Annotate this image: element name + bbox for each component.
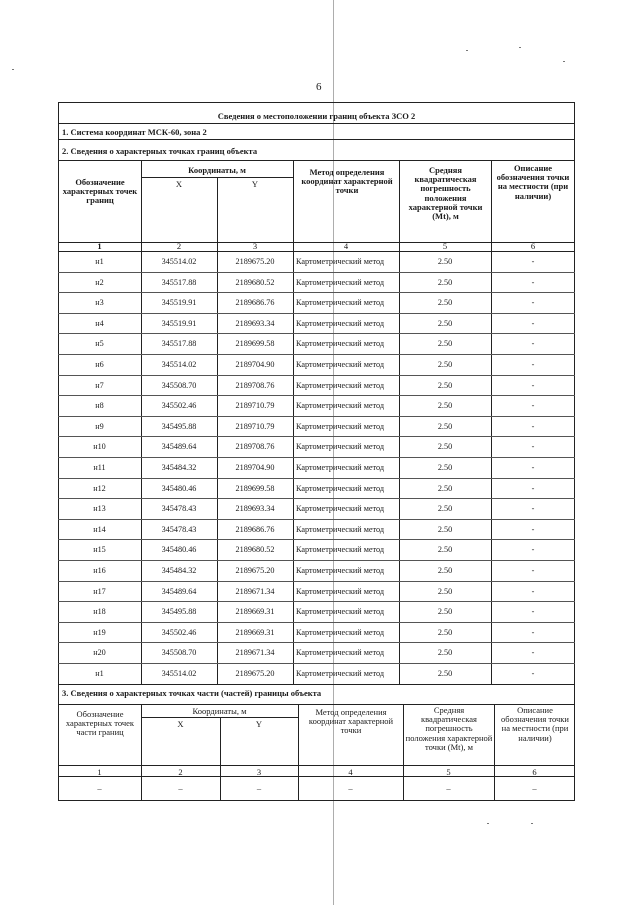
scan-speck [563, 61, 565, 62]
row-divider [58, 498, 575, 499]
cell-x: 345484.32 [161, 463, 197, 472]
cell-point-name: н9 [95, 421, 104, 431]
row-divider [58, 375, 575, 376]
cell-x: 345508.70 [161, 648, 197, 658]
cell-method: Картометрический метод [296, 648, 385, 658]
cell-accuracy: 2.50 [437, 524, 453, 534]
cell-y: 2189680.52 [235, 545, 275, 555]
rule [58, 684, 575, 685]
row-divider [58, 313, 575, 314]
cell-point-name: н8 [95, 401, 104, 411]
scan-speck [487, 823, 489, 824]
col-divider [293, 160, 294, 684]
document-title: Сведения о местоположении границ объекта ЗСО 2 [217, 111, 416, 121]
cell-description: - [531, 318, 535, 328]
cell-description: - [531, 566, 535, 575]
cell-accuracy: 2.50 [437, 607, 453, 617]
row-divider [58, 519, 575, 520]
cell-y: 2189710.79 [235, 401, 275, 411]
s3-empty-cell: – [256, 783, 262, 793]
cell-method: Картометрический метод [296, 380, 385, 390]
row-divider [58, 663, 575, 664]
row-divider [58, 560, 575, 561]
cell-accuracy: 2.50 [437, 318, 453, 328]
cell-accuracy: 2.50 [437, 257, 453, 266]
cell-point-name: н19 [93, 627, 106, 637]
cell-point-name: н11 [93, 463, 106, 472]
column-number: 6 [530, 241, 536, 251]
cell-point-name: н12 [93, 483, 106, 493]
cell-method: Картометрический метод [296, 524, 385, 534]
s3-column-number: 2 [178, 767, 183, 777]
cell-accuracy: 2.50 [437, 277, 453, 287]
row-divider [58, 478, 575, 479]
cell-method: Картометрический метод [296, 504, 385, 514]
cell-x: 345478.43 [161, 524, 197, 534]
cell-description: - [531, 421, 535, 431]
scan-speck [466, 50, 468, 51]
cell-accuracy: 2.50 [437, 545, 453, 555]
cell-x: 345484.32 [161, 566, 197, 575]
cell-x: 345519.91 [161, 318, 197, 328]
s3-header-coordinates: Координаты, м [192, 706, 247, 716]
column-number: 5 [442, 241, 448, 251]
cell-x: 345495.88 [161, 421, 197, 431]
s3-empty-cell: – [446, 783, 451, 793]
row-divider [58, 581, 575, 582]
cell-accuracy: 2.50 [437, 586, 453, 596]
cell-point-name: н3 [95, 298, 104, 308]
s3-header-accuracy: Средняя квадратическая погрешность положения характерной точки (Mt), м [405, 705, 493, 752]
cell-point-name: н10 [93, 442, 106, 452]
cell-point-name: н1 [95, 257, 104, 266]
cell-accuracy: 2.50 [437, 360, 453, 369]
cell-y: 2189693.34 [235, 318, 275, 328]
cell-y: 2189669.31 [235, 607, 275, 617]
coordinate-system: 1. Система координат МСК-60, зона 2 [62, 127, 207, 137]
s3-header-x: X [177, 719, 184, 729]
cell-x: 345514.02 [161, 257, 197, 266]
cell-description: - [531, 298, 535, 308]
s3-empty-cell: – [348, 783, 353, 793]
cell-point-name: н15 [93, 545, 106, 555]
scan-speck [531, 823, 533, 824]
s3-empty-cell: – [532, 783, 537, 793]
cell-accuracy: 2.50 [437, 648, 453, 658]
cell-method: Картометрический метод [296, 607, 385, 617]
cell-accuracy: 2.50 [437, 339, 453, 349]
cell-y: 2189699.58 [235, 339, 275, 349]
row-divider [58, 416, 575, 417]
cell-x: 345514.02 [161, 669, 197, 678]
rule [58, 160, 575, 161]
cell-x: 345495.88 [161, 607, 197, 617]
column-number: 2 [176, 241, 182, 251]
row-divider [58, 272, 575, 273]
cell-point-name: н4 [95, 318, 104, 328]
cell-description: - [531, 401, 535, 411]
cell-x: 345480.46 [161, 545, 197, 555]
cell-description: - [531, 524, 535, 534]
s3-column-number: 1 [97, 767, 102, 777]
row-divider [58, 457, 575, 458]
cell-description: - [531, 545, 535, 555]
cell-x: 345514.02 [161, 360, 197, 369]
s3-header-description: Описание обозначения точки на местности (при наличии) [501, 705, 569, 743]
cell-x: 345489.64 [161, 442, 197, 452]
header-coordinates: Координаты, м [188, 165, 246, 175]
cell-description: - [531, 442, 535, 452]
cell-method: Картометрический метод [296, 401, 385, 411]
s3-header-designation: Обозначение характерных точек части границ [65, 709, 135, 738]
row-divider [58, 395, 575, 396]
cell-y: 2189693.34 [235, 504, 275, 514]
scan-speck [12, 69, 14, 70]
cell-point-name: н16 [93, 566, 106, 575]
cell-accuracy: 2.50 [437, 380, 453, 390]
cell-y: 2189710.79 [235, 421, 275, 431]
cell-method: Картометрический метод [296, 298, 385, 308]
cell-description: - [531, 504, 535, 514]
cell-accuracy: 2.50 [437, 298, 453, 308]
row-divider [58, 642, 575, 643]
cell-y: 2189704.90 [235, 360, 275, 369]
column-number: 4 [343, 241, 349, 251]
cell-accuracy: 2.50 [437, 504, 453, 514]
cell-point-name: н2 [95, 277, 104, 287]
s3-header-y: Y [255, 719, 263, 729]
cell-x: 345517.88 [161, 277, 197, 287]
cell-x: 345508.70 [161, 380, 197, 390]
cell-point-name: н18 [93, 607, 106, 617]
cell-y: 2189686.76 [235, 298, 275, 308]
cell-description: - [531, 648, 535, 658]
cell-method: Картометрический метод [296, 442, 385, 452]
row-divider [58, 292, 575, 293]
cell-description: - [531, 463, 535, 472]
cell-description: - [531, 380, 535, 390]
cell-point-name: н6 [95, 360, 104, 369]
cell-description: - [531, 607, 535, 617]
cell-y: 2189686.76 [235, 524, 275, 534]
cell-x: 345517.88 [161, 339, 197, 349]
cell-accuracy: 2.50 [437, 442, 453, 452]
cell-point-name: н13 [93, 504, 106, 514]
cell-method: Картометрический метод [296, 339, 385, 349]
cell-y: 2189699.58 [235, 483, 275, 493]
rule [58, 704, 575, 705]
row-divider [58, 539, 575, 540]
cell-point-name: н20 [93, 648, 106, 658]
row-divider [58, 333, 575, 334]
column-number: 1 [97, 241, 102, 251]
cell-y: 2189708.76 [235, 380, 275, 390]
header-description: Описание обозначения точки на местности (при наличии) [496, 163, 570, 201]
cell-description: - [531, 360, 535, 369]
s3-column-number: 5 [446, 767, 451, 777]
cell-description: - [531, 669, 535, 678]
cell-x: 345480.46 [161, 483, 197, 493]
cell-accuracy: 2.50 [437, 483, 453, 493]
row-divider [58, 436, 575, 437]
cell-description: - [531, 627, 535, 637]
header-x: X [175, 179, 183, 189]
cell-x: 345502.46 [161, 401, 197, 411]
cell-method: Картометрический метод [296, 421, 385, 431]
cell-method: Картометрический метод [296, 566, 385, 575]
cell-y: 2189680.52 [235, 277, 275, 287]
cell-method: Картометрический метод [296, 483, 385, 493]
s3-empty-cell: – [178, 783, 183, 793]
cell-method: Картометрический метод [296, 586, 385, 596]
cell-description: - [531, 483, 535, 493]
rule [58, 251, 575, 252]
cell-y: 2189671.34 [235, 648, 275, 658]
cell-method: Картометрический метод [296, 545, 385, 555]
cell-point-name: н1 [95, 669, 104, 678]
header-accuracy: Средняя квадратическая погрешность положения характерной точки (Mt), м [408, 165, 483, 222]
cell-x: 345519.91 [161, 298, 197, 308]
cell-method: Картометрический метод [296, 360, 385, 369]
rule [58, 765, 575, 766]
cell-description: - [531, 277, 535, 287]
cell-method: Картометрический метод [296, 627, 385, 637]
cell-method: Картометрический метод [296, 318, 385, 328]
cell-accuracy: 2.50 [437, 669, 453, 678]
cell-y: 2189669.31 [235, 627, 275, 637]
row-divider [58, 354, 575, 355]
cell-point-name: н7 [95, 380, 104, 390]
cell-method: Картометрический метод [296, 669, 385, 678]
cell-method: Картометрический метод [296, 257, 385, 266]
cell-accuracy: 2.50 [437, 463, 453, 472]
cell-method: Картометрический метод [296, 463, 385, 472]
s3-header-method: Метод определения координат характерной точки [308, 707, 394, 736]
page-number: 6 [316, 81, 322, 93]
cell-x: 345502.46 [161, 627, 197, 637]
row-divider [58, 601, 575, 602]
cell-accuracy: 2.50 [437, 627, 453, 637]
section2-title: 2. Сведения о характерных точках границ объекта [62, 146, 258, 156]
header-y: Y [251, 179, 259, 189]
cell-x: 345489.64 [161, 586, 197, 596]
cell-accuracy: 2.50 [437, 421, 453, 431]
s3-column-number: 4 [348, 767, 353, 777]
cell-x: 345478.43 [161, 504, 197, 514]
section3-title: 3. Сведения о характерных точках части (частей) границы объекта [62, 688, 322, 698]
cell-method: Картометрический метод [296, 277, 385, 287]
cell-description: - [531, 257, 535, 266]
s3-column-number: 3 [256, 767, 262, 777]
cell-description: - [531, 339, 535, 349]
rule [58, 139, 575, 140]
cell-point-name: н5 [95, 339, 104, 349]
row-divider [58, 622, 575, 623]
column-number: 3 [252, 241, 258, 251]
cell-accuracy: 2.50 [437, 401, 453, 411]
cell-y: 2189704.90 [235, 463, 275, 472]
header-method: Метод определения координат характерной точки [301, 167, 393, 196]
header-designation: Обозначение характерных точек границ [62, 177, 138, 206]
s3-empty-cell: – [97, 783, 102, 793]
cell-y: 2189671.34 [235, 586, 275, 596]
s3-column-number: 6 [532, 767, 537, 777]
cell-point-name: н14 [93, 524, 106, 534]
cell-y: 2189675.20 [235, 257, 275, 266]
cell-y: 2189708.76 [235, 442, 275, 452]
cell-y: 2189675.20 [235, 669, 275, 678]
cell-description: - [531, 586, 535, 596]
cell-y: 2189675.20 [235, 566, 275, 575]
cell-point-name: н17 [93, 586, 106, 596]
scan-speck [519, 47, 521, 48]
cell-accuracy: 2.50 [437, 566, 453, 575]
rule [58, 123, 575, 124]
